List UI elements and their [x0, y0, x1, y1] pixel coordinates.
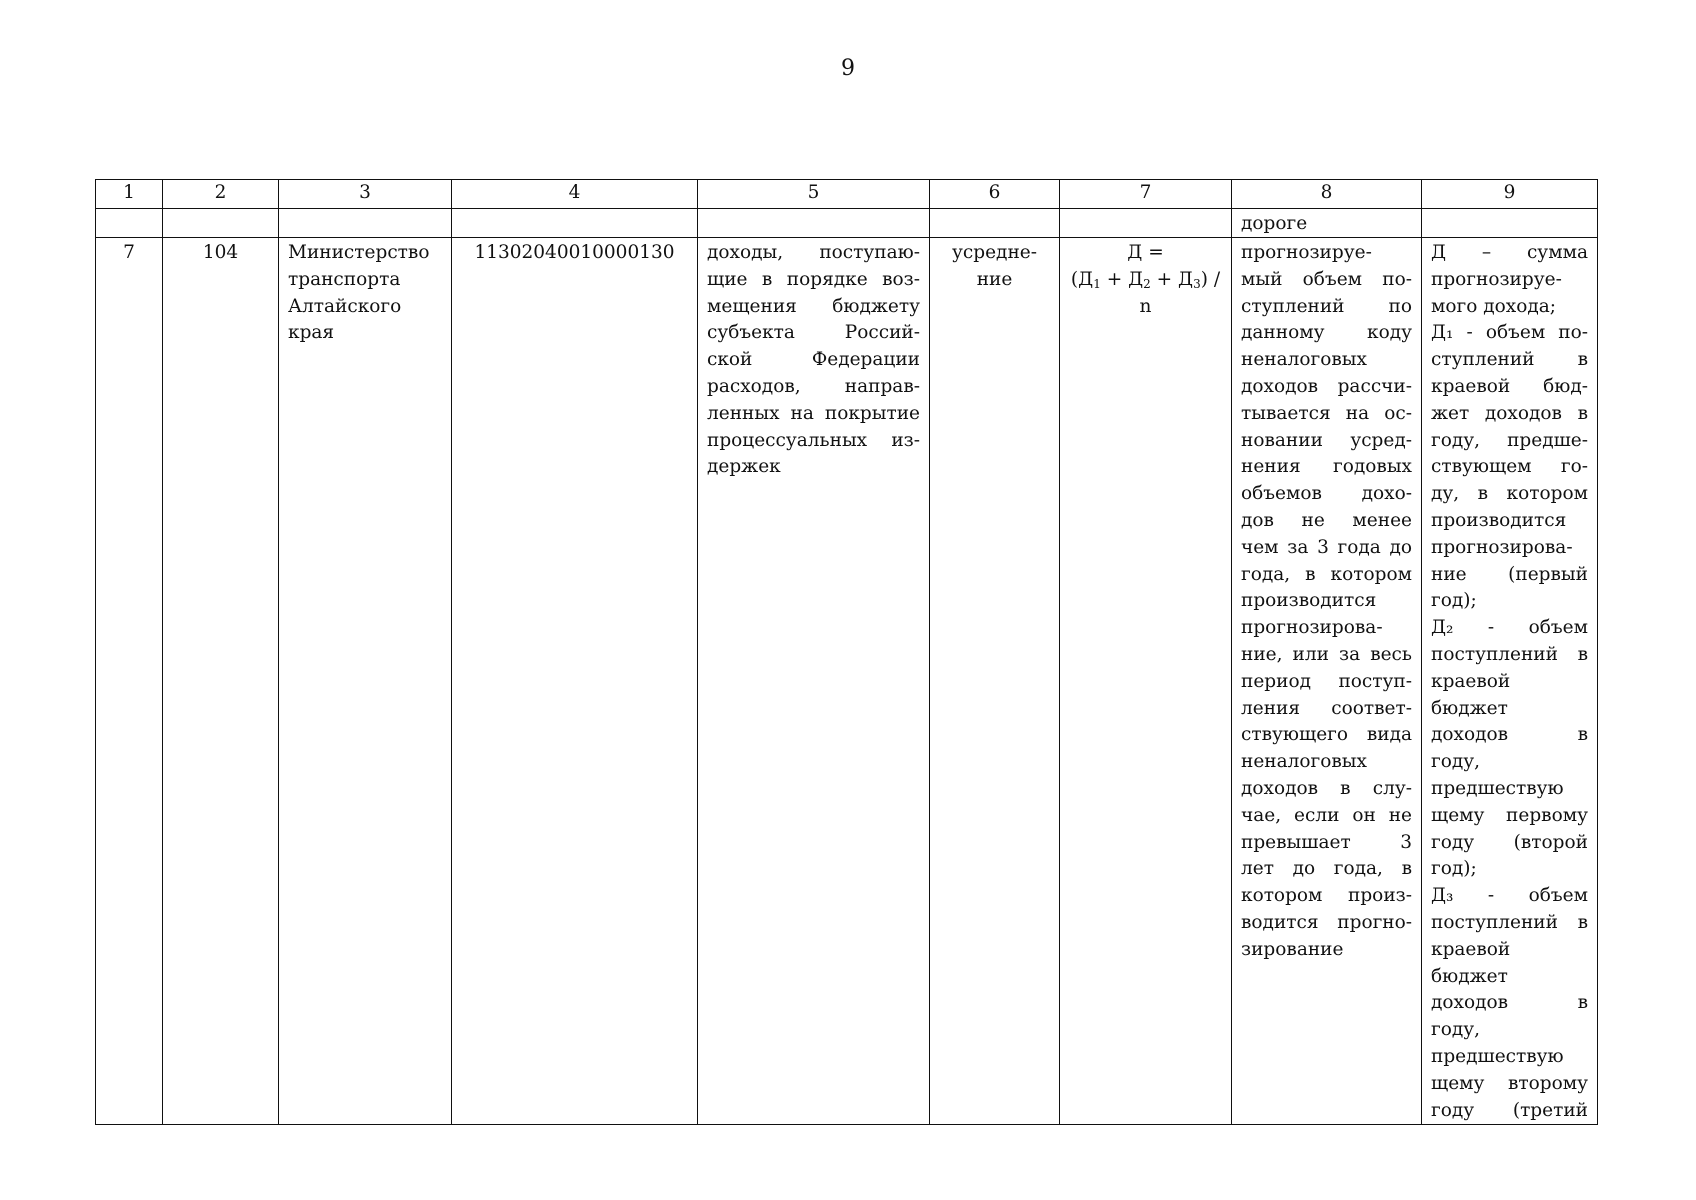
legend-line: производится [1431, 509, 1567, 531]
formula-line-3: n [1139, 295, 1152, 317]
cont-cell-description: дороге [1232, 209, 1422, 238]
legend-line: бюджет [1431, 965, 1508, 987]
description-line: объемов дохо- [1241, 483, 1412, 505]
description-line: чае, если он не [1241, 804, 1412, 826]
legend-line: Д₁ - объем по- [1431, 322, 1588, 344]
legend-line: доходов в [1431, 992, 1588, 1014]
description-line: данному коду [1241, 322, 1412, 344]
description-line: лет до года, в [1241, 858, 1412, 880]
description-line: мый объем по- [1241, 268, 1412, 290]
revenue-forecast-table [95, 179, 1598, 1125]
income-name-line: держек [707, 456, 781, 478]
legend-line: Д₃ - объем [1431, 885, 1588, 907]
cont-cell [930, 209, 1060, 238]
formula-legend [1422, 238, 1598, 1125]
legend-line: доходов в [1431, 724, 1588, 746]
continuation-row [96, 209, 1598, 238]
column-header-4: 4 [452, 180, 698, 209]
calculation-formula [1060, 238, 1232, 1125]
legend-line: предшествую [1431, 1045, 1564, 1067]
method-line: ние [976, 268, 1013, 290]
formula-line-2: $(Д_1 + Д_2 + Д_3)$ / [1070, 268, 1221, 291]
cont-cell [279, 209, 452, 238]
cont-cell [452, 209, 698, 238]
column-header-8: 8 [1232, 180, 1422, 209]
legend-line: Д₂ - объем [1431, 617, 1588, 639]
legend-line: краевой [1431, 938, 1511, 960]
income-name-line: мещения бюджету [707, 295, 920, 317]
column-header-5: 5 [698, 180, 930, 209]
description-line: неналоговых [1241, 349, 1367, 371]
description-line: ние, или за весь [1241, 643, 1412, 665]
calculation-method [930, 238, 1060, 1125]
income-name-line: ленных на покрытие [707, 402, 920, 424]
column-number-row [96, 180, 1598, 209]
column-header-6: 6 [930, 180, 1060, 209]
legend-line: щему второму [1431, 1072, 1588, 1094]
description-line: зирование [1241, 938, 1344, 960]
legend-line: году (второй [1431, 831, 1588, 853]
description-line: тывается на ос- [1241, 402, 1412, 424]
legend-line: году (третий [1431, 1099, 1588, 1121]
legend-line: ступлений в [1431, 349, 1588, 371]
legend-line: мого дохода; [1431, 295, 1556, 317]
legend-line: год); [1431, 590, 1477, 612]
description-line: неналоговых [1241, 751, 1367, 773]
cont-cell [698, 209, 930, 238]
income-name [698, 238, 930, 1125]
legend-line: бюджет [1431, 697, 1508, 719]
column-header-7: 7 [1060, 180, 1232, 209]
legend-line: краевой [1431, 670, 1511, 692]
column-header-2: 2 [163, 180, 279, 209]
income-name-line: щие в порядке воз- [707, 268, 920, 290]
legend-line: щему первому [1431, 804, 1588, 826]
legend-line: прогнозирова- [1431, 536, 1573, 558]
administrator-line: края [288, 322, 335, 344]
income-name-line: доходы, поступаю- [707, 242, 920, 263]
cont-cell [96, 209, 163, 238]
legend-line: год); [1431, 858, 1477, 880]
administrator-line: Алтайского [288, 295, 402, 317]
formula-line-1: Д = [1127, 242, 1164, 263]
description-line: новании усред- [1241, 429, 1412, 451]
legend-line: жет доходов в [1431, 402, 1588, 424]
cont-cell [163, 209, 279, 238]
income-name-line: расходов, направ- [707, 375, 920, 397]
description-line: доходов рассчи- [1241, 375, 1412, 397]
column-header-3: 3 [279, 180, 452, 209]
chapter-code: 104 [163, 238, 279, 1125]
description-line: года, в котором [1241, 563, 1412, 585]
table-row [96, 238, 1598, 1125]
budget-classification-code: 11302040010000130 [452, 238, 698, 1125]
legend-line: ствующем го- [1431, 456, 1588, 478]
legend-line: предшествую [1431, 777, 1564, 799]
description-line: ступлений по [1241, 295, 1412, 317]
description-line: ления соответ- [1241, 697, 1412, 719]
administrator-name [279, 238, 452, 1125]
description-line: нения годовых [1241, 456, 1412, 478]
description-line: производится [1241, 590, 1377, 612]
administrator-line: Министерство [288, 242, 430, 263]
column-header-9: 9 [1422, 180, 1598, 209]
income-name-line: ской Федерации [707, 349, 920, 371]
page-number: 9 [841, 56, 855, 81]
description-line: прогнозируе- [1241, 242, 1372, 263]
description-line: дов не менее [1241, 509, 1412, 531]
legend-line: краевой бюд- [1431, 375, 1588, 397]
description-line: водится прогно- [1241, 911, 1412, 933]
income-name-line: субъекта Россий- [707, 322, 920, 344]
description-line: чем за 3 года до [1241, 536, 1412, 558]
legend-line: году, предше- [1431, 429, 1588, 451]
column-header-1: 1 [96, 180, 163, 209]
legend-line: поступлений в [1431, 911, 1588, 933]
description-line: период поступ- [1241, 670, 1412, 692]
description-line: превышает 3 [1241, 831, 1412, 853]
legend-line: прогнозируе- [1431, 268, 1562, 290]
legend-line: ние (первый [1431, 563, 1588, 585]
cont-cell [1422, 209, 1598, 238]
administrator-line: транспорта [288, 268, 401, 290]
legend-line: ду, в котором [1431, 483, 1588, 505]
legend-line: поступлений в [1431, 643, 1588, 665]
method-line: усредне- [952, 242, 1037, 263]
calculation-description [1232, 238, 1422, 1125]
description-line: доходов в слу- [1241, 777, 1412, 799]
cont-cell [1060, 209, 1232, 238]
description-line: прогнозирова- [1241, 617, 1383, 639]
legend-line: году, [1431, 751, 1480, 773]
legend-line: Д – сумма [1431, 242, 1588, 263]
row-number: 7 [96, 238, 163, 1125]
income-name-line: процессуальных из- [707, 429, 920, 451]
legend-line: году, [1431, 1019, 1480, 1041]
description-line: ствующего вида [1241, 724, 1412, 746]
description-line: котором произ- [1241, 885, 1412, 907]
